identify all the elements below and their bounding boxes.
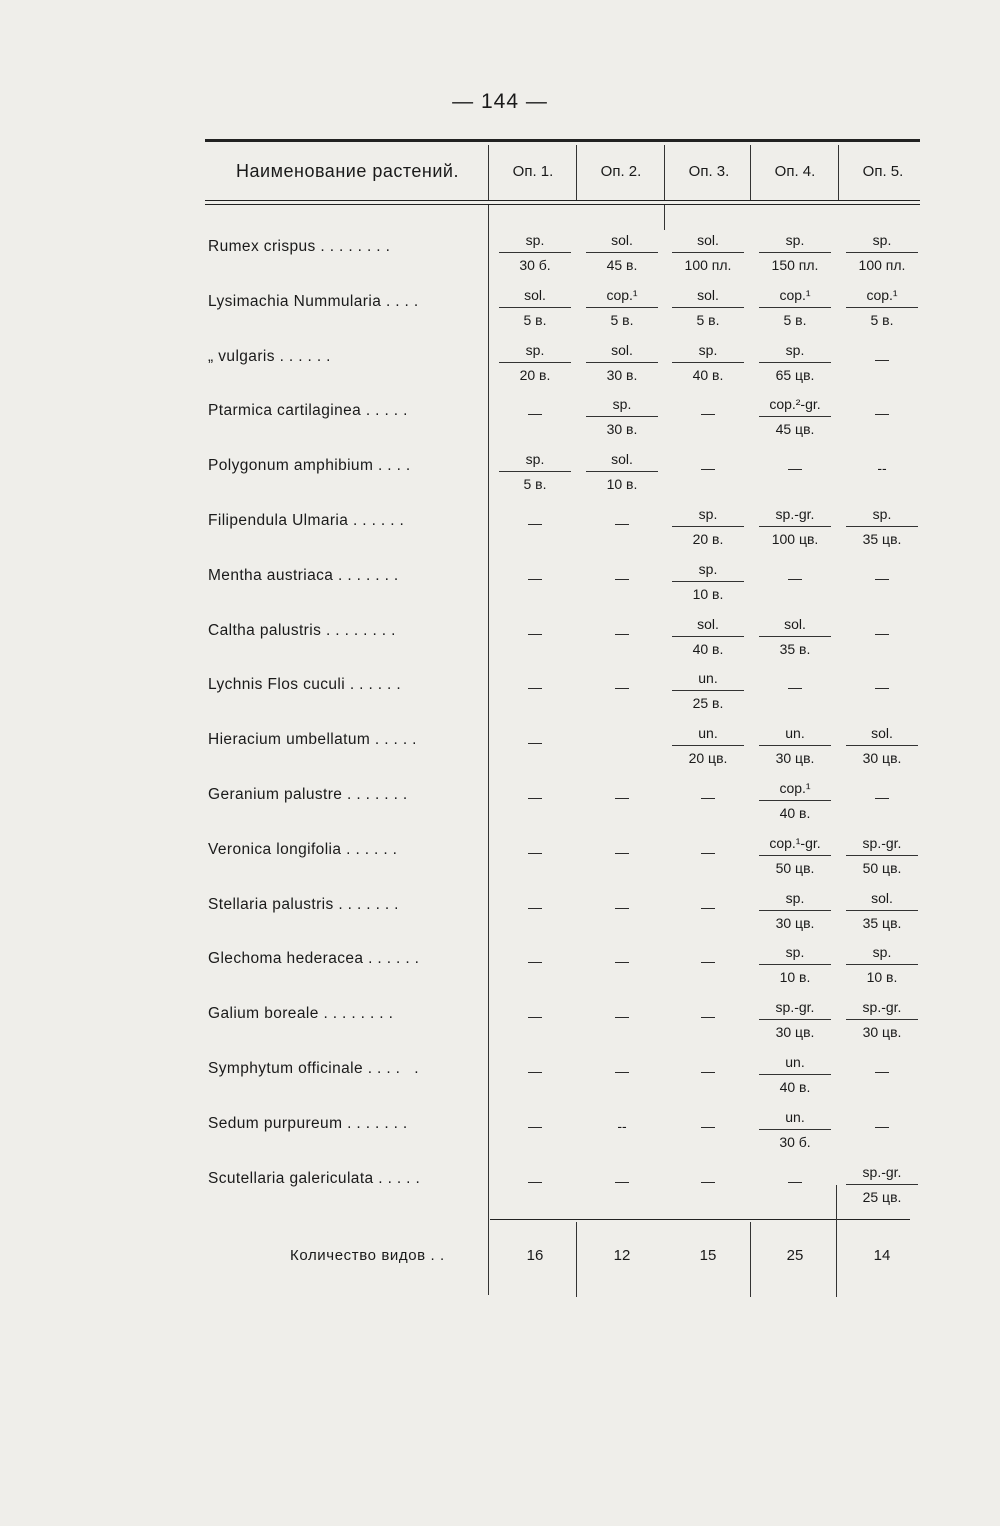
- table-cell: [759, 339, 831, 386]
- table-cell: —: [528, 1172, 542, 1189]
- cell-stage: 5 в.: [696, 311, 720, 328]
- cell-stage: 40 в.: [779, 805, 811, 821]
- total-op3: 15: [699, 1247, 717, 1264]
- total-op4: 25: [786, 1247, 804, 1264]
- column-header-op1: Оп. 1.: [512, 162, 554, 180]
- leader-dots: .......: [338, 566, 404, 584]
- table-cell: [846, 996, 918, 1043]
- cell-abundance: cop.¹-gr.: [759, 832, 831, 856]
- table-cell: [846, 503, 918, 550]
- table-cell: [759, 777, 831, 824]
- cell-stage: 65 цв.: [775, 366, 815, 383]
- cell-stage: 20 в.: [692, 531, 724, 547]
- cell-abundance: sp.: [846, 941, 918, 965]
- column-divider: [488, 205, 489, 1295]
- table-cell: —: [875, 350, 889, 367]
- table-cell: —: [528, 515, 542, 531]
- table-cell: —: [875, 1063, 889, 1079]
- table-cell: --: [617, 1117, 627, 1134]
- header-bottom-rule-2: [205, 204, 920, 205]
- plant-name-text: Caltha palustris: [208, 621, 322, 639]
- cell-stage: 25 цв.: [862, 1188, 902, 1205]
- cell-abundance: sp.: [672, 339, 744, 363]
- plant-name: [208, 1170, 478, 1188]
- table-cell: [759, 1051, 831, 1098]
- table-cell: [586, 339, 658, 386]
- plant-name: [208, 457, 478, 475]
- cell-stage: 30 цв.: [775, 750, 815, 767]
- table-cell: [586, 229, 658, 276]
- total-op2: 12: [613, 1247, 631, 1264]
- leader-dots: .......: [338, 895, 404, 913]
- table-cell: —: [701, 1008, 715, 1025]
- leader-dots: ........: [325, 621, 401, 639]
- total-op1: 16: [526, 1247, 544, 1264]
- plant-name-text: Scutellaria galericulata: [208, 1169, 374, 1187]
- leader-dots: ....: [385, 292, 424, 310]
- leader-dots: .....: [365, 402, 413, 420]
- cell-stage: 100 пл.: [684, 257, 732, 273]
- cell-stage: 30 в.: [606, 421, 638, 438]
- table-cell: [586, 393, 658, 440]
- table-cell: [672, 284, 744, 331]
- table-cell: [846, 722, 918, 769]
- leader-dots: ........: [320, 238, 395, 255]
- plant-name-text: Mentha austriaca: [208, 566, 334, 584]
- cell-stage: 25 в.: [692, 695, 724, 712]
- table-cell: —: [528, 734, 542, 751]
- table-cell: —: [701, 1172, 715, 1189]
- leader-dots: ......: [346, 840, 402, 858]
- cell-stage: 45 цв.: [775, 421, 815, 438]
- table-cell: —: [615, 843, 629, 860]
- plant-name-text: Rumex crispus: [208, 238, 316, 255]
- table-cell: —: [528, 898, 542, 915]
- cell-abundance: cop.¹: [586, 284, 658, 308]
- cell-abundance: sol.: [499, 284, 571, 308]
- table-cell: [846, 284, 918, 331]
- table-cell: [759, 832, 831, 879]
- cell-abundance: sp.: [672, 503, 744, 527]
- table-cell: —: [615, 515, 629, 531]
- column-header-op5: Оп. 5.: [862, 162, 904, 180]
- cell-abundance: cop.¹: [846, 284, 918, 308]
- cell-stage: 100 цв.: [771, 531, 819, 547]
- leader-dots: ......: [368, 950, 424, 968]
- cell-stage: 30 цв.: [862, 1024, 902, 1041]
- table-cell: —: [615, 624, 629, 641]
- table-cell: [759, 941, 831, 988]
- cell-abundance: sp.-gr.: [846, 832, 918, 856]
- table-cell: —: [788, 679, 802, 696]
- table-cell: —: [615, 1063, 629, 1079]
- cell-abundance: un.: [759, 1051, 831, 1075]
- cell-stage: 40 в.: [692, 640, 724, 657]
- table-cell: —: [788, 460, 802, 477]
- column-divider: [750, 1222, 751, 1297]
- table-cell: —: [875, 679, 889, 696]
- table-cell: —: [528, 789, 542, 805]
- table-cell: —: [701, 843, 715, 860]
- plant-name-text: Glechoma hederacea: [208, 950, 364, 968]
- table-cell: [846, 832, 918, 879]
- cell-stage: 30 цв.: [775, 1024, 815, 1041]
- table-cell: —: [615, 679, 629, 696]
- plant-name-text: Ptarmica cartilaginea: [208, 402, 362, 420]
- cell-stage: 30 цв.: [862, 750, 902, 767]
- table-cell: [759, 996, 831, 1043]
- table-cell: —: [528, 1063, 542, 1079]
- table-cell: [759, 1106, 831, 1153]
- cell-stage: 30 в.: [606, 366, 638, 383]
- cell-stage: 10 в.: [866, 969, 898, 986]
- cell-abundance: un.: [672, 722, 744, 746]
- table-cell: [586, 284, 658, 331]
- column-header-name: Наименование растений.: [236, 160, 459, 181]
- leader-dots: ....: [377, 457, 416, 475]
- plant-name: [208, 1115, 478, 1133]
- table-cell: [586, 448, 658, 495]
- table-cell: [672, 667, 744, 714]
- cell-stage: 5 в.: [523, 311, 547, 328]
- plant-name: [208, 622, 478, 640]
- plant-name: [208, 896, 478, 914]
- leader-dots: .....: [378, 1169, 425, 1187]
- table-cell: [499, 229, 571, 276]
- totals-rule: [490, 1219, 910, 1220]
- plant-name-text: Stellaria palustris: [208, 895, 334, 913]
- cell-stage: 45 в.: [606, 257, 638, 273]
- plant-name: [208, 786, 478, 804]
- cell-stage: 5 в.: [870, 311, 894, 328]
- leader-dots: .... .: [367, 1060, 424, 1077]
- cell-stage: 40 в.: [779, 1079, 811, 1095]
- cell-abundance: sol.: [846, 722, 918, 746]
- table-cell: —: [875, 1117, 889, 1134]
- top-thick-rule: [205, 139, 920, 142]
- cell-abundance: cop.¹: [759, 777, 831, 801]
- table-cell: [846, 941, 918, 988]
- table-cell: —: [875, 789, 889, 805]
- table-cell: —: [528, 569, 542, 586]
- table-cell: [499, 448, 571, 495]
- cell-abundance: sp.: [586, 393, 658, 417]
- table-cell: —: [788, 1172, 802, 1189]
- table-cell: —: [528, 1117, 542, 1134]
- table-cell: —: [615, 1008, 629, 1025]
- plant-name-text: Galium boreale: [208, 1005, 319, 1023]
- table-cell: —: [615, 569, 629, 586]
- cell-abundance: sp.-gr.: [759, 996, 831, 1020]
- table-cell: [759, 722, 831, 769]
- table-cell: —: [615, 898, 629, 915]
- table-cell: —: [788, 569, 802, 586]
- table-cell: [672, 339, 744, 386]
- column-header-op4: Оп. 4.: [774, 162, 816, 180]
- plant-name: [208, 1060, 478, 1078]
- table-cell: —: [528, 624, 542, 641]
- cell-abundance: sp.: [846, 503, 918, 527]
- column-divider: [836, 1185, 837, 1297]
- plant-name: [208, 293, 478, 311]
- table-cell: [846, 887, 918, 934]
- leader-dots: ......: [279, 347, 336, 365]
- cell-stage: 100 пл.: [858, 257, 906, 273]
- plant-name-text: „ vulgaris: [208, 347, 275, 365]
- column-divider: [576, 145, 577, 200]
- plant-name: [208, 567, 478, 585]
- cell-stage: 40 в.: [692, 366, 724, 383]
- cell-stage: 35 в.: [779, 640, 811, 657]
- column-divider: [664, 145, 665, 200]
- table-cell: —: [701, 460, 715, 477]
- column-divider: [838, 145, 839, 200]
- cell-abundance: cop.¹: [759, 284, 831, 308]
- cell-abundance: sp.: [499, 229, 571, 253]
- cell-stage: 35 цв.: [862, 914, 902, 931]
- column-divider: [576, 1222, 577, 1297]
- cell-stage: 20 цв.: [688, 750, 728, 767]
- cell-abundance: un.: [759, 722, 831, 746]
- table-cell: [499, 339, 571, 386]
- leader-dots: ......: [353, 512, 409, 529]
- cell-abundance: sol.: [586, 448, 658, 472]
- cell-stage: 10 в.: [692, 585, 724, 602]
- table-cell: —: [875, 405, 889, 422]
- cell-abundance: sol.: [586, 339, 658, 363]
- cell-stage: 10 в.: [606, 476, 638, 493]
- table-cell: —: [615, 1172, 629, 1189]
- cell-abundance: sp.: [759, 941, 831, 965]
- column-header-op2: Оп. 2.: [600, 162, 642, 180]
- plant-name-text: Polygonum amphibium: [208, 457, 374, 475]
- table-cell: —: [615, 789, 629, 805]
- cell-stage: 30 цв.: [775, 914, 815, 931]
- cell-stage: 5 в.: [783, 311, 807, 328]
- table-cell: —: [615, 953, 629, 970]
- column-divider: [750, 145, 751, 200]
- total-op5: 14: [873, 1247, 891, 1264]
- cell-stage: 10 в.: [779, 969, 811, 986]
- cell-abundance: cop.²-gr.: [759, 393, 831, 417]
- plant-name-text: Lychnis Flos cuculi: [208, 676, 346, 694]
- cell-stage: 5 в.: [610, 311, 634, 328]
- cell-abundance: sp.: [672, 558, 744, 582]
- column-header-op3: Оп. 3.: [688, 162, 730, 180]
- plant-name: [208, 402, 478, 420]
- plant-name-text: Hieracium umbellatum: [208, 731, 371, 749]
- plant-name-text: Symphytum officinale: [208, 1060, 364, 1077]
- leader-dots: ......: [349, 676, 406, 694]
- column-divider: [664, 205, 665, 230]
- column-divider: [488, 145, 489, 200]
- cell-abundance: un.: [672, 667, 744, 691]
- plant-name: [208, 238, 478, 256]
- table-cell: [672, 613, 744, 660]
- cell-abundance: sp.: [759, 229, 831, 253]
- cell-stage: 150 пл.: [771, 257, 819, 273]
- table-cell: [672, 229, 744, 276]
- table-cell: —: [528, 405, 542, 422]
- plant-name: [208, 676, 478, 694]
- plant-name-text: Veronica longifolia: [208, 840, 342, 858]
- table-cell: —: [701, 405, 715, 422]
- plant-name: [208, 950, 478, 968]
- table-cell: [759, 887, 831, 934]
- cell-abundance: sp.-gr.: [759, 503, 831, 527]
- plant-name: [208, 1005, 478, 1023]
- cell-abundance: sp.-gr.: [846, 1161, 918, 1185]
- table-cell: —: [528, 1008, 542, 1025]
- table-cell: [672, 722, 744, 769]
- table-cell: [672, 558, 744, 605]
- cell-stage: 50 цв.: [862, 859, 902, 876]
- table-cell: [759, 503, 831, 550]
- table-cell: [672, 503, 744, 550]
- table-cell: [759, 284, 831, 331]
- leader-dots: .......: [347, 1114, 413, 1132]
- table-cell: [846, 1161, 918, 1208]
- plant-name-text: Sedum purpureum: [208, 1114, 343, 1132]
- cell-abundance: sp.: [499, 448, 571, 472]
- cell-abundance: sol.: [672, 229, 744, 253]
- plant-name: [208, 731, 478, 749]
- cell-stage: 35 цв.: [862, 531, 902, 547]
- cell-abundance: sp.: [759, 339, 831, 363]
- header-bottom-rule: [205, 200, 920, 201]
- table-cell: —: [701, 1063, 715, 1079]
- cell-abundance: sp.: [759, 887, 831, 911]
- page-number: — 144 —: [452, 90, 548, 113]
- leader-dots: ........: [323, 1005, 398, 1023]
- cell-stage: 5 в.: [523, 476, 547, 493]
- leader-dots: .....: [374, 731, 422, 749]
- cell-abundance: sp.: [846, 229, 918, 253]
- table-cell: [759, 393, 831, 440]
- table-cell: —: [701, 789, 715, 805]
- table-cell: —: [701, 953, 715, 970]
- cell-abundance: sol.: [759, 613, 831, 637]
- cell-abundance: sol.: [586, 229, 658, 253]
- plant-name: [208, 841, 478, 859]
- cell-stage: 50 цв.: [775, 859, 815, 876]
- totals-label: Количество видов . .: [290, 1247, 445, 1264]
- table-cell: —: [528, 843, 542, 860]
- table-cell: —: [701, 1117, 715, 1134]
- table-cell: --: [877, 460, 887, 477]
- cell-stage: 20 в.: [519, 366, 551, 383]
- cell-stage: 30 б.: [779, 1133, 811, 1150]
- cell-abundance: sol.: [672, 613, 744, 637]
- table-cell: —: [528, 679, 542, 696]
- cell-abundance: un.: [759, 1106, 831, 1130]
- plant-name-text: Geranium palustre: [208, 786, 343, 803]
- table-cell: [759, 613, 831, 660]
- leader-dots: .......: [347, 786, 413, 803]
- cell-stage: 30 б.: [519, 257, 551, 273]
- plant-name: [208, 348, 478, 366]
- cell-abundance: sp.: [499, 339, 571, 363]
- table-cell: —: [701, 898, 715, 915]
- plant-name: [208, 512, 478, 530]
- plant-name-text: Lysimachia Nummularia: [208, 292, 382, 310]
- plant-name-text: Filipendula Ulmaria: [208, 512, 349, 529]
- table-cell: [759, 229, 831, 276]
- cell-abundance: sp.-gr.: [846, 996, 918, 1020]
- table-cell: —: [875, 624, 889, 641]
- table-cell: [846, 229, 918, 276]
- cell-abundance: sol.: [672, 284, 744, 308]
- cell-abundance: sol.: [846, 887, 918, 911]
- table-cell: —: [528, 953, 542, 970]
- table-cell: —: [875, 569, 889, 586]
- table-cell: [499, 284, 571, 331]
